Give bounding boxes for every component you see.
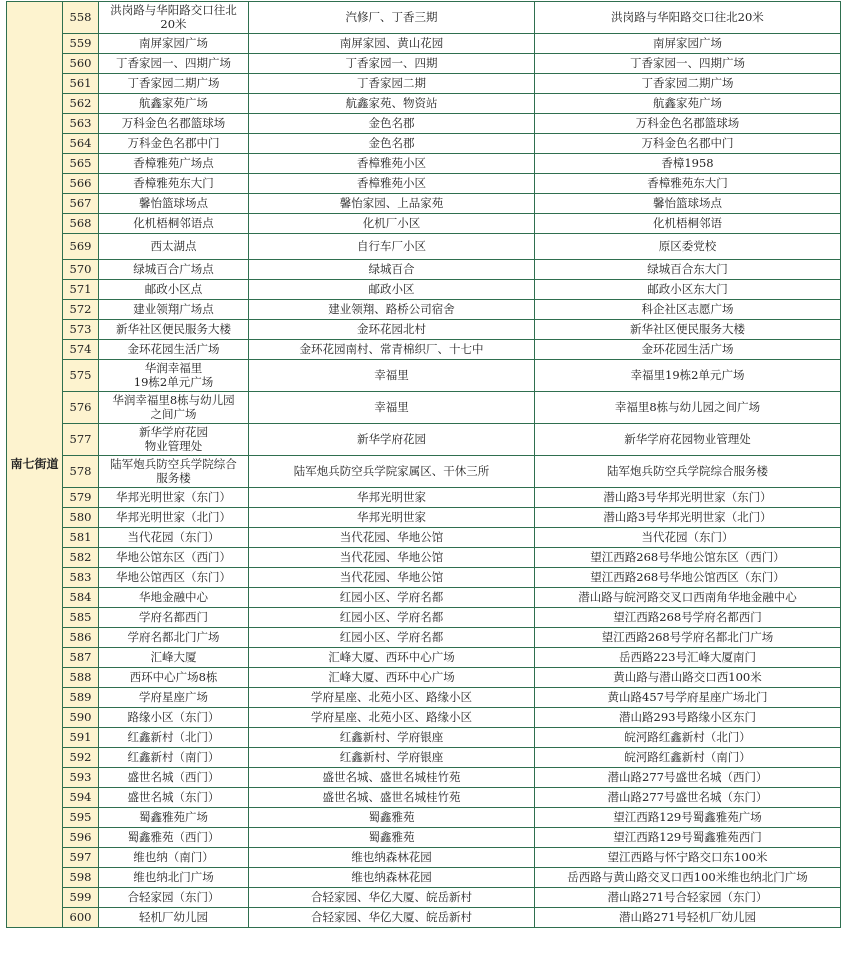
row-number: 573 — [63, 320, 99, 340]
coverage-area: 学府星座、北苑小区、路缘小区 — [249, 708, 535, 728]
coverage-area: 邮政小区 — [249, 280, 535, 300]
row-number: 599 — [63, 888, 99, 908]
site-name: 维也纳北门广场 — [99, 868, 249, 888]
site-name: 南屏家园广场 — [99, 34, 249, 54]
table-row — [7, 74, 841, 94]
row-number: 559 — [63, 34, 99, 54]
site-name: 馨怡篮球场点 — [99, 194, 249, 214]
coverage-area: 盛世名城、盛世名城桂竹苑 — [249, 788, 535, 808]
coverage-area: 红园小区、学府名都 — [249, 588, 535, 608]
coverage-area: 蜀鑫雅苑 — [249, 808, 535, 828]
site-name: 华润幸福里8栋与幼儿园 之间广场 — [99, 392, 249, 424]
site-address: 皖河路红鑫新村（北门） — [535, 728, 841, 748]
site-name: 万科金色名郡中门 — [99, 134, 249, 154]
coverage-area: 当代花园、华地公馆 — [249, 568, 535, 588]
row-number: 570 — [63, 260, 99, 280]
table-row — [7, 848, 841, 868]
row-number: 597 — [63, 848, 99, 868]
site-address: 洪岗路与华阳路交口往北20米 — [535, 2, 841, 34]
row-number: 568 — [63, 214, 99, 234]
coverage-area: 金色名郡 — [249, 134, 535, 154]
coverage-area: 香樟雅苑小区 — [249, 174, 535, 194]
table-row — [7, 688, 841, 708]
coverage-area: 红鑫新村、学府银座 — [249, 748, 535, 768]
row-number: 571 — [63, 280, 99, 300]
coverage-area: 红园小区、学府名都 — [249, 608, 535, 628]
site-address: 当代花园（东门） — [535, 528, 841, 548]
row-number: 596 — [63, 828, 99, 848]
site-name: 新华学府花园 物业管理处 — [99, 424, 249, 456]
site-address: 潜山路与皖河路交叉口西南角华地金融中心 — [535, 588, 841, 608]
coverage-area: 华邦光明世家 — [249, 508, 535, 528]
coverage-area: 自行车厂小区 — [249, 234, 535, 260]
site-address: 幸福里8栋与幼儿园之间广场 — [535, 392, 841, 424]
coverage-area: 汇峰大厦、西环中心广场 — [249, 668, 535, 688]
coverage-area: 汇峰大厦、西环中心广场 — [249, 648, 535, 668]
row-number: 578 — [63, 456, 99, 488]
site-name: 当代花园（东门） — [99, 528, 249, 548]
site-address: 金环花园生活广场 — [535, 340, 841, 360]
table-row — [7, 588, 841, 608]
site-address: 绿城百合东大门 — [535, 260, 841, 280]
table-row — [7, 808, 841, 828]
site-address: 邮政小区东大门 — [535, 280, 841, 300]
site-address: 岳西路223号汇峰大厦南门 — [535, 648, 841, 668]
site-address: 潜山路3号华邦光明世家（东门） — [535, 488, 841, 508]
coverage-area: 建业领翔、路桥公司宿舍 — [249, 300, 535, 320]
coverage-area: 幸福里 — [249, 360, 535, 392]
row-number: 565 — [63, 154, 99, 174]
site-name: 洪岗路与华阳路交口往北 20米 — [99, 2, 249, 34]
site-name: 华邦光明世家（北门） — [99, 508, 249, 528]
row-number: 588 — [63, 668, 99, 688]
site-address: 南屏家园广场 — [535, 34, 841, 54]
table-row — [7, 748, 841, 768]
coverage-area: 香樟雅苑小区 — [249, 154, 535, 174]
site-name: 陆军炮兵防空兵学院综合 服务楼 — [99, 456, 249, 488]
site-address: 新华学府花园物业管理处 — [535, 424, 841, 456]
table-row — [7, 280, 841, 300]
row-number: 563 — [63, 114, 99, 134]
site-name: 航鑫家苑广场 — [99, 94, 249, 114]
row-number: 584 — [63, 588, 99, 608]
table-row — [7, 708, 841, 728]
coverage-area: 蜀鑫雅苑 — [249, 828, 535, 848]
table-row — [7, 828, 841, 848]
site-address: 万科金色名郡篮球场 — [535, 114, 841, 134]
table-row — [7, 214, 841, 234]
site-address: 潜山路271号轻机厂幼儿园 — [535, 908, 841, 928]
site-name: 盛世名城（东门） — [99, 788, 249, 808]
coverage-area: 丁香家园一、四期 — [249, 54, 535, 74]
site-name: 香樟雅苑东大门 — [99, 174, 249, 194]
site-name: 维也纳（南门） — [99, 848, 249, 868]
site-address: 潜山路293号路缘小区东门 — [535, 708, 841, 728]
site-name: 绿城百合广场点 — [99, 260, 249, 280]
table-row — [7, 154, 841, 174]
site-address: 馨怡篮球场点 — [535, 194, 841, 214]
row-number: 593 — [63, 768, 99, 788]
site-name: 学府名都北门广场 — [99, 628, 249, 648]
coverage-area: 当代花园、华地公馆 — [249, 548, 535, 568]
site-name: 化机梧桐邻语点 — [99, 214, 249, 234]
row-number: 564 — [63, 134, 99, 154]
site-address: 望江西路与怀宁路交口东100米 — [535, 848, 841, 868]
site-address: 望江西路268号华地公馆西区（东门） — [535, 568, 841, 588]
site-name: 丁香家园一、四期广场 — [99, 54, 249, 74]
table-row — [7, 94, 841, 114]
site-address: 潜山路3号华邦光明世家（北门） — [535, 508, 841, 528]
table-row — [7, 234, 841, 260]
table-row — [7, 340, 841, 360]
site-address: 黄山路与潜山路交口西100米 — [535, 668, 841, 688]
row-number: 589 — [63, 688, 99, 708]
row-number: 585 — [63, 608, 99, 628]
site-name: 红鑫新村（北门） — [99, 728, 249, 748]
site-address: 望江西路129号蜀鑫雅苑广场 — [535, 808, 841, 828]
coverage-area: 幸福里 — [249, 392, 535, 424]
coverage-area: 合轻家园、华亿大厦、皖岳新村 — [249, 908, 535, 928]
row-number: 591 — [63, 728, 99, 748]
table-row — [7, 768, 841, 788]
site-name: 学府星座广场 — [99, 688, 249, 708]
table-row — [7, 908, 841, 928]
site-name: 西太湖点 — [99, 234, 249, 260]
table-row — [7, 174, 841, 194]
site-address: 丁香家园二期广场 — [535, 74, 841, 94]
site-address: 原区委党校 — [535, 234, 841, 260]
row-number: 560 — [63, 54, 99, 74]
row-number: 576 — [63, 392, 99, 424]
site-name: 金环花园生活广场 — [99, 340, 249, 360]
site-address: 新华社区便民服务大楼 — [535, 320, 841, 340]
coverage-area: 化机厂小区 — [249, 214, 535, 234]
coverage-area: 汽修厂、丁香三期 — [249, 2, 535, 34]
site-address: 幸福里19栋2单元广场 — [535, 360, 841, 392]
coverage-area: 南屏家园、黄山花园 — [249, 34, 535, 54]
coverage-area: 维也纳森林花园 — [249, 868, 535, 888]
site-name: 万科金色名郡篮球场 — [99, 114, 249, 134]
table-row — [7, 488, 841, 508]
table-row — [7, 508, 841, 528]
site-name: 盛世名城（西门） — [99, 768, 249, 788]
row-number: 594 — [63, 788, 99, 808]
site-address: 万科金色名郡中门 — [535, 134, 841, 154]
coverage-area: 当代花园、华地公馆 — [249, 528, 535, 548]
site-name: 华地公馆东区（西门） — [99, 548, 249, 568]
coverage-area: 维也纳森林花园 — [249, 848, 535, 868]
table-row — [7, 320, 841, 340]
table-row — [7, 456, 841, 488]
site-name: 路缘小区（东门） — [99, 708, 249, 728]
coverage-area: 金色名郡 — [249, 114, 535, 134]
site-address: 陆军炮兵防空兵学院综合服务楼 — [535, 456, 841, 488]
site-name: 红鑫新村（南门） — [99, 748, 249, 768]
site-address: 黄山路457号学府星座广场北门 — [535, 688, 841, 708]
coverage-area: 红鑫新村、学府银座 — [249, 728, 535, 748]
coverage-area: 合轻家园、华亿大厦、皖岳新村 — [249, 888, 535, 908]
coverage-area: 学府星座、北苑小区、路缘小区 — [249, 688, 535, 708]
row-number: 562 — [63, 94, 99, 114]
site-table-body — [7, 2, 841, 928]
table-row — [7, 300, 841, 320]
row-number: 575 — [63, 360, 99, 392]
row-number: 600 — [63, 908, 99, 928]
row-number: 574 — [63, 340, 99, 360]
table-row — [7, 114, 841, 134]
site-address: 丁香家园一、四期广场 — [535, 54, 841, 74]
site-name: 学府名都西门 — [99, 608, 249, 628]
table-row — [7, 568, 841, 588]
site-address: 香樟雅苑东大门 — [535, 174, 841, 194]
table-row — [7, 134, 841, 154]
row-number: 561 — [63, 74, 99, 94]
row-number: 558 — [63, 2, 99, 34]
row-number: 580 — [63, 508, 99, 528]
row-number: 583 — [63, 568, 99, 588]
table-row — [7, 2, 841, 34]
table-row — [7, 888, 841, 908]
site-address: 望江西路268号学府名都西门 — [535, 608, 841, 628]
site-address: 皖河路红鑫新村（南门） — [535, 748, 841, 768]
site-address: 航鑫家苑广场 — [535, 94, 841, 114]
site-name: 香樟雅苑广场点 — [99, 154, 249, 174]
row-number: 579 — [63, 488, 99, 508]
site-address: 潜山路277号盛世名城（西门） — [535, 768, 841, 788]
row-number: 567 — [63, 194, 99, 214]
coverage-area: 金环花园南村、常青棉织厂、十七中 — [249, 340, 535, 360]
row-number: 569 — [63, 234, 99, 260]
table-row — [7, 260, 841, 280]
row-number: 577 — [63, 424, 99, 456]
coverage-area: 馨怡家园、上品家苑 — [249, 194, 535, 214]
table-row — [7, 54, 841, 74]
site-address: 望江西路268号华地公馆东区（西门） — [535, 548, 841, 568]
site-name: 华地金融中心 — [99, 588, 249, 608]
site-address: 潜山路271号合轻家园（东门） — [535, 888, 841, 908]
site-name: 合轻家园（东门） — [99, 888, 249, 908]
site-name: 华润幸福里 19栋2单元广场 — [99, 360, 249, 392]
coverage-area: 盛世名城、盛世名城桂竹苑 — [249, 768, 535, 788]
table-row — [7, 392, 841, 424]
coverage-area: 丁香家园二期 — [249, 74, 535, 94]
table-row — [7, 648, 841, 668]
table-row — [7, 728, 841, 748]
site-address: 科企社区志愿广场 — [535, 300, 841, 320]
site-name: 轻机厂幼儿园 — [99, 908, 249, 928]
site-address: 望江西路129号蜀鑫雅苑西门 — [535, 828, 841, 848]
row-number: 598 — [63, 868, 99, 888]
coverage-area: 金环花园北村 — [249, 320, 535, 340]
site-name: 新华社区便民服务大楼 — [99, 320, 249, 340]
table-row — [7, 628, 841, 648]
site-address: 香樟1958 — [535, 154, 841, 174]
site-address: 望江西路268号学府名都北门广场 — [535, 628, 841, 648]
table-row — [7, 868, 841, 888]
coverage-area: 陆军炮兵防空兵学院家属区、干休三所 — [249, 456, 535, 488]
table-row — [7, 788, 841, 808]
coverage-area: 航鑫家苑、物资站 — [249, 94, 535, 114]
site-address: 岳西路与黄山路交叉口西100米维也纳北门广场 — [535, 868, 841, 888]
site-name: 西环中心广场8栋 — [99, 668, 249, 688]
site-address: 潜山路277号盛世名城（东门） — [535, 788, 841, 808]
row-number: 587 — [63, 648, 99, 668]
site-address: 化机梧桐邻语 — [535, 214, 841, 234]
site-name: 蜀鑫雅苑（西门） — [99, 828, 249, 848]
site-name: 建业领翔广场点 — [99, 300, 249, 320]
coverage-area: 红园小区、学府名都 — [249, 628, 535, 648]
coverage-area: 华邦光明世家 — [249, 488, 535, 508]
row-number: 590 — [63, 708, 99, 728]
site-name: 汇峰大厦 — [99, 648, 249, 668]
coverage-area: 绿城百合 — [249, 260, 535, 280]
table-row — [7, 608, 841, 628]
row-number: 586 — [63, 628, 99, 648]
table-row — [7, 194, 841, 214]
row-number: 592 — [63, 748, 99, 768]
site-name: 丁香家园二期广场 — [99, 74, 249, 94]
table-row — [7, 424, 841, 456]
table-row — [7, 668, 841, 688]
row-number: 581 — [63, 528, 99, 548]
row-number: 572 — [63, 300, 99, 320]
site-name: 邮政小区点 — [99, 280, 249, 300]
coverage-area: 新华学府花园 — [249, 424, 535, 456]
site-name: 华地公馆西区（东门） — [99, 568, 249, 588]
table-row — [7, 34, 841, 54]
site-name: 华邦光明世家（东门） — [99, 488, 249, 508]
row-number: 566 — [63, 174, 99, 194]
district-cell: 南七街道 — [7, 2, 63, 928]
row-number: 595 — [63, 808, 99, 828]
table-row — [7, 528, 841, 548]
table-row — [7, 360, 841, 392]
site-name: 蜀鑫雅苑广场 — [99, 808, 249, 828]
row-number: 582 — [63, 548, 99, 568]
site-table — [6, 1, 841, 928]
table-row — [7, 548, 841, 568]
